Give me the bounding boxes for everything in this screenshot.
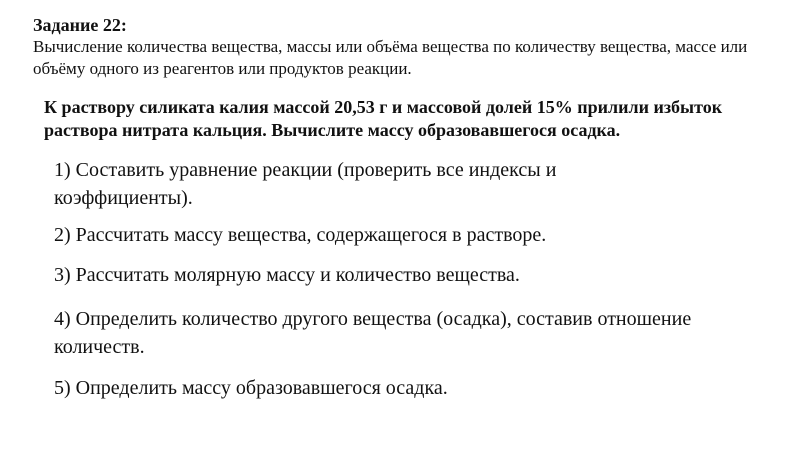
task-title: Задание 22: (33, 15, 127, 35)
task-description: Вычисление количества вещества, массы или объёма вещества по количеству вещества, массе или объёму одного из реагентов или продуктов реакции. (33, 37, 748, 78)
step-1: 1) Составить уравнение реакции (проверить все индексы и коэффициенты). (54, 159, 557, 209)
step-3: 3) Рассчитать молярную массу и количество вещества. (54, 264, 520, 286)
problem-statement: К раствору силиката калия массой 20,53 г и массовой долей 15% прилили избыток раствора нитрата кальция. Вычислите массу образовавшегося осадка. (44, 97, 723, 140)
step-4: 4) Определить количество другого вещества (осадка), составив отношение количеств. (54, 308, 692, 358)
task-header (33, 14, 793, 80)
step-2: 2) Рассчитать массу вещества, содержащегося в растворе. (54, 224, 547, 246)
step-5: 5) Определить массу образовавшегося осадка. (54, 377, 448, 399)
